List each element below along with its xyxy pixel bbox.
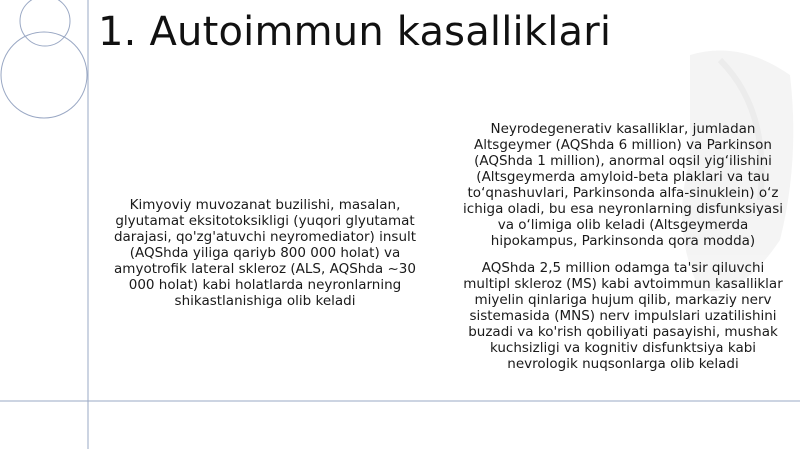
- right-paragraph-autoimmune: AQShda 2,5 million odamga ta'sir qiluvchi multipl skleroz (MS) kabi avtoimmun kasalliklar miyelin qinlariga hujum qilib, markaziy nerv sistemasida (MNS) nerv impulslari uzatilishini buzadi va ko'rish qobiliyati pasayishi, mushak kuchsizligi va kognitiv disfunktsiya kabi nevrologik nuqsonlarga olib keladi: [463, 260, 783, 372]
- decor-circle-large: [1, 32, 87, 118]
- decor-circle-small: [20, 0, 70, 46]
- right-paragraph-neurodegenerative: Neyrodegenerativ kasalliklar, jumladan Altsgeymer (AQShda 6 million) va Parkinson (AQShda 1 million), anormal oqsil yig‘ilishini (Altsgeymerda amyloid-beta plaklari va tau to‘qnashuvlari, Parkinsonda alfa-sinuklein) o‘z ichiga oladi, bu esa neyronlarning disfunksiyasi va o‘limiga olib keladi (Altsgeymerda hipokampus, Parkinsonda qora modda): [463, 121, 783, 249]
- left-paragraph: Kimyoviy muvozanat buzilishi, masalan, glyutamat eksitotoksikligi (yuqori glyutamat darajasi, qo'zg'atuvchi neyromediator) insult (AQShda yiliga qariyb 800 000 holat) va amyotrofik lateral skleroz (ALS, AQShda ~30 000 holat) kabi holatlarda neyronlarning shikastlanishiga olib keladi: [113, 197, 417, 309]
- slide-title: 1. Autoimmun kasalliklari: [98, 9, 612, 55]
